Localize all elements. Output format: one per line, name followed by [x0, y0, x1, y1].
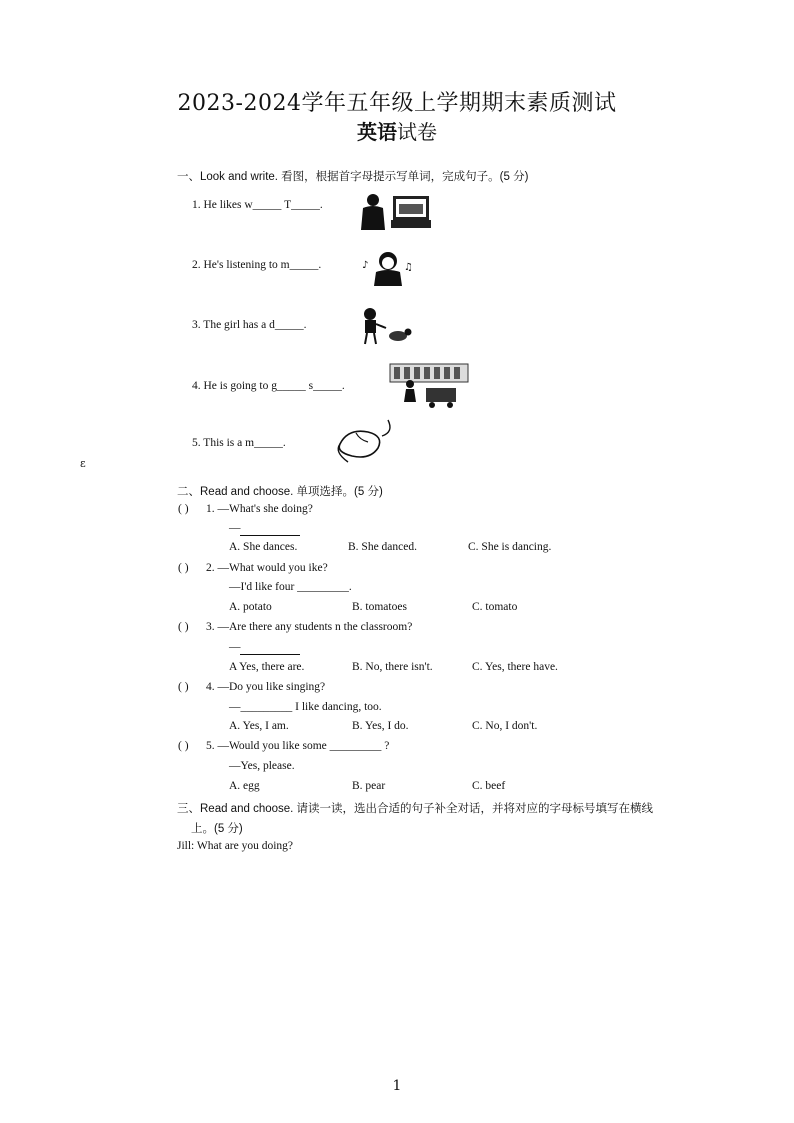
s2-q1-question: 1. —What's she doing?: [206, 503, 313, 515]
s2-q4-option-b: B. Yes, I do.: [352, 720, 409, 732]
svg-text:♫: ♫: [404, 262, 413, 273]
s2-q2-answer: —I'd like four _________.: [229, 581, 352, 593]
s1-item-3: 3. The girl has a d_____.: [192, 319, 307, 331]
listening-music-picture: [360, 248, 416, 288]
s2-q3-answer: —: [229, 641, 241, 653]
section2-heading: 二、Read and choose. 单项选择。(5 分): [177, 486, 383, 498]
s2-q4-option-a: A. Yes, I am.: [229, 720, 289, 732]
s2-q2-option-a: A. potato: [229, 601, 272, 613]
s2-q5-answer: —Yes, please.: [229, 760, 295, 772]
s2-q4-paren: ( ): [178, 681, 189, 693]
subtitle-bold: 英语: [357, 120, 397, 144]
s2-q3-blank: [240, 654, 300, 655]
s2-q4-option-c: C. No, I don't.: [472, 720, 538, 732]
grocery-shopping-picture: [386, 362, 470, 410]
subtitle-rest: 试卷: [397, 120, 437, 144]
margin-mark: ɛ: [80, 457, 86, 470]
girl-with-dog-picture: [356, 306, 414, 346]
watching-tv-picture: [355, 190, 433, 232]
s2-q4-answer: —_________ I like dancing, too.: [229, 701, 382, 713]
s2-q2-option-c: C. tomato: [472, 601, 518, 613]
s2-q5-option-c: C. beef: [472, 780, 506, 792]
s2-q1-blank: [240, 535, 300, 536]
section3-heading-line2: 上。(5 分): [191, 823, 243, 835]
svg-text:♪: ♪: [362, 260, 369, 271]
section3-heading-line1: 三、Read and choose. 请读一读，选出合适的句子补全对话，并将对应的字母标号填写在横线: [177, 803, 654, 815]
s2-q5-option-a: A. egg: [229, 780, 260, 792]
s2-q5-paren: ( ): [178, 740, 189, 752]
exam-title: 2023-2024学年五年级上学期期末素质测试: [177, 91, 617, 116]
section1-heading: 一、Look and write. 看图，根据首字母提示写单词，完成句子。(5 分): [177, 171, 529, 183]
s1-item-2: 2. He's listening to m_____.: [192, 259, 322, 271]
s2-q3-option-c: C. Yes, there have.: [472, 661, 558, 673]
s1-item-5: 5. This is a m_____.: [192, 437, 286, 449]
s1-item-1: 1. He likes w_____ T_____.: [192, 199, 323, 211]
s2-q1-option-c: C. She is dancing.: [468, 541, 552, 553]
page-number: 1: [392, 1078, 402, 1094]
s2-q1-option-a: A. She dances.: [229, 541, 298, 553]
exam-subtitle: [0, 116, 794, 145]
computer-mouse-picture: [328, 418, 394, 464]
s2-q1-paren: ( ): [178, 503, 189, 515]
s2-q3-option-a: A Yes, there are.: [229, 661, 305, 673]
s1-item-4: 4. He is going to g_____ s_____.: [192, 380, 345, 392]
s2-q2-option-b: B. tomatoes: [352, 601, 407, 613]
s2-q1-answer: —: [229, 522, 241, 534]
s2-q3-question: 3. —Are there any students n the classroom?: [206, 621, 413, 633]
s2-q3-paren: ( ): [178, 621, 189, 633]
s2-q1-option-b: B. She danced.: [348, 541, 417, 553]
s2-q2-paren: ( ): [178, 562, 189, 574]
s2-q4-question: 4. —Do you like singing?: [206, 681, 326, 693]
s2-q5-option-b: B. pear: [352, 780, 386, 792]
s2-q3-option-b: B. No, there isn't.: [352, 661, 433, 673]
s2-q5-question: 5. —Would you like some _________ ?: [206, 740, 390, 752]
s3-dialogue-line-1: Jill: What are you doing?: [177, 840, 294, 852]
s2-q2-question: 2. —What would you ike?: [206, 562, 328, 574]
